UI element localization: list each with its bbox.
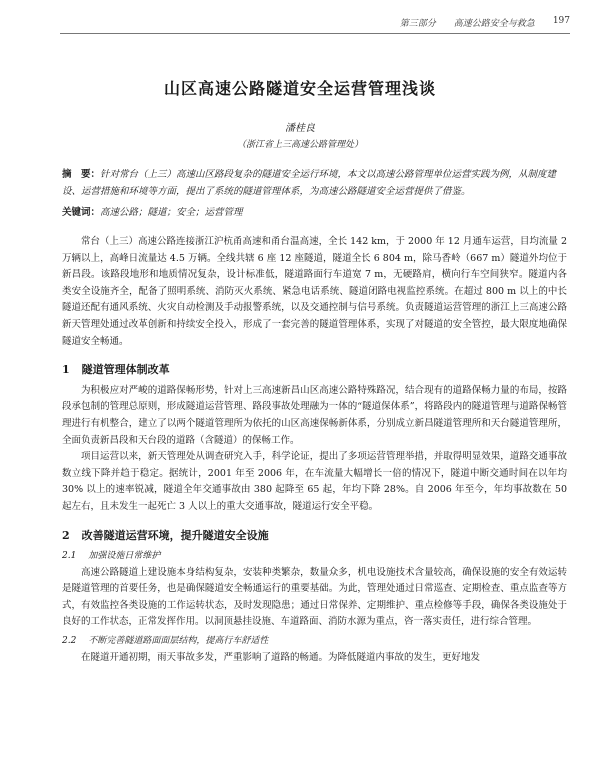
intro-paragraph: 常台（上三）高速公路连接浙江沪杭甬高速和甬台温高速，全长 142 km，于 2000 年 12 月通车运营，目均流量 2 万辆以上，高峰日流量达 4.5 万辆。全线共辖 6 座 12 座隧道，隧道全长 6 804 m，除马香岭（667 m）隧道外均位于新昌段。该路段地形和地质情况复杂，设计标准低，隧道路面行车道宽 7 m，无硬路肩，横向行车空间狭窄。隧道内各类安全设施齐全，配备了照明系统、消防灭火系统、紧急电话系统、隧道闭路电视监控系统。在超过 800 m 以上的中长隧道还配有通风系统、火灾自动检测及手动报警系统，以及交通控制与信号系统。负责隧道运营管理的浙江上三高速公路新天管理处通过改革创新和持续安全投入，形成了一套完善的隧道管理体系，实现了对隧道的安全管控，最大限度地确保隧道安全畅通。: [62, 236, 567, 347]
keywords-label: 关键词：: [62, 207, 101, 218]
section-number: 1: [62, 363, 70, 377]
subsection-heading: [62, 548, 567, 565]
section-number: 2: [62, 528, 70, 542]
page-number: 197: [552, 16, 570, 26]
article-body: [62, 234, 567, 666]
header-rule: [60, 33, 570, 34]
running-header: [400, 16, 570, 29]
abstract-row: [62, 166, 562, 200]
subsection-title: 加强设施日常维护: [88, 551, 161, 562]
author-name: 潘桂良: [285, 123, 315, 134]
subsection-number: 2.2: [62, 636, 77, 647]
article-title: 山区高速公路隧道安全运营管理浅谈: [163, 79, 436, 98]
abstract-block: [62, 166, 562, 221]
header-section: 第三部分: [399, 19, 436, 29]
author-affiliation: （浙江省上三高速公路管理处）: [236, 140, 363, 150]
keywords-text: 高速公路；隧道；安全；运营管理: [100, 207, 243, 218]
abstract-text: 针对常台（上三）高速山区路段复杂的隧道安全运行环境，本文以高速公路管理单位运营实践为例，从制度建设、运营措施和环境等方面，提出了系统的隧道管理体系，为高速公路隧道安全运营提供了借鉴。: [62, 169, 557, 197]
body-paragraph: 高速公路隧道上建设施本身结构复杂，安装种类繁杂，数量众多，机电设施技术含量较高，确保设施的安全有效运转是隧道管理的首要任务，也是确保隧道安全畅通运行的重要基础。为此，管理处通过日常巡查、定期检查、重点监查等方式，有效监控各类设施的工作运转状态，及时发现隐患；通过日常保养、定期维护、重点检修等手段，确保各类设施处于良好的工作状态，正常发挥作用。以洞顶悬挂设施、车道路面、消防水源为重点，咨一落实责任，进行综合管理。: [62, 566, 567, 628]
section-title: 隧道管理体制改革: [81, 363, 170, 377]
section-title: 改善隧道运营环境，提升隧道安全设施: [81, 528, 269, 542]
body-paragraph: 在隧道开通初期，雨天事故多发，严重影响了道路的畅通。为降低隧道内事故的发生，更好地发: [81, 651, 481, 663]
section-heading-2: [62, 528, 567, 545]
subsection-title: 不断完善隧道路面面层结构，提高行车舒适性: [88, 636, 269, 647]
body-paragraph: 为积极应对严峻的道路保畅形势，针对上三高速新昌山区高速公路特殊路况，结合现有的道路保畅力量的布局，按路段承包制的管理总原则，形成隧道运营管理、路段事故处理融为一体的“隧道保体系”，将路段内的隧道管理与道路保畅管理进行有机整合，建立了以两个隧道管理所为依托的山区高速保畅新体系，分别成立新昌隧道管理所和天台隧道管理所，全面负责新昌段和天台段的道路（含隧道）的保畅工作。: [62, 384, 567, 446]
subsection-number: 2.1: [62, 551, 77, 562]
body-paragraph: 项目运营以来，新天管理处从调查研究入手，科学论证，提出了多项运营管理举措，并取得明显效果，道路交通事故数立线下降并趋于稳定。据统计，2001 年至 2006 年，在车流量大幅增长一倍的情况下，隧道中断交通时间在以年均 30% 以上的速率锐减，隧道全年交通事故由 380 起降至 65 起，年均下降 28%。自 2006 年至今，年均事故数在 50 起左右，且未发生一起死亡 3 人以上的重大交通事故，隧道运行安全平稳。: [62, 451, 567, 512]
section-heading-1: [62, 362, 567, 379]
subsection-heading: [62, 633, 567, 650]
keywords-row: [62, 204, 562, 221]
header-topic: 高速公路安全与救急: [453, 19, 535, 29]
abstract-label: 摘 要：: [62, 169, 101, 180]
